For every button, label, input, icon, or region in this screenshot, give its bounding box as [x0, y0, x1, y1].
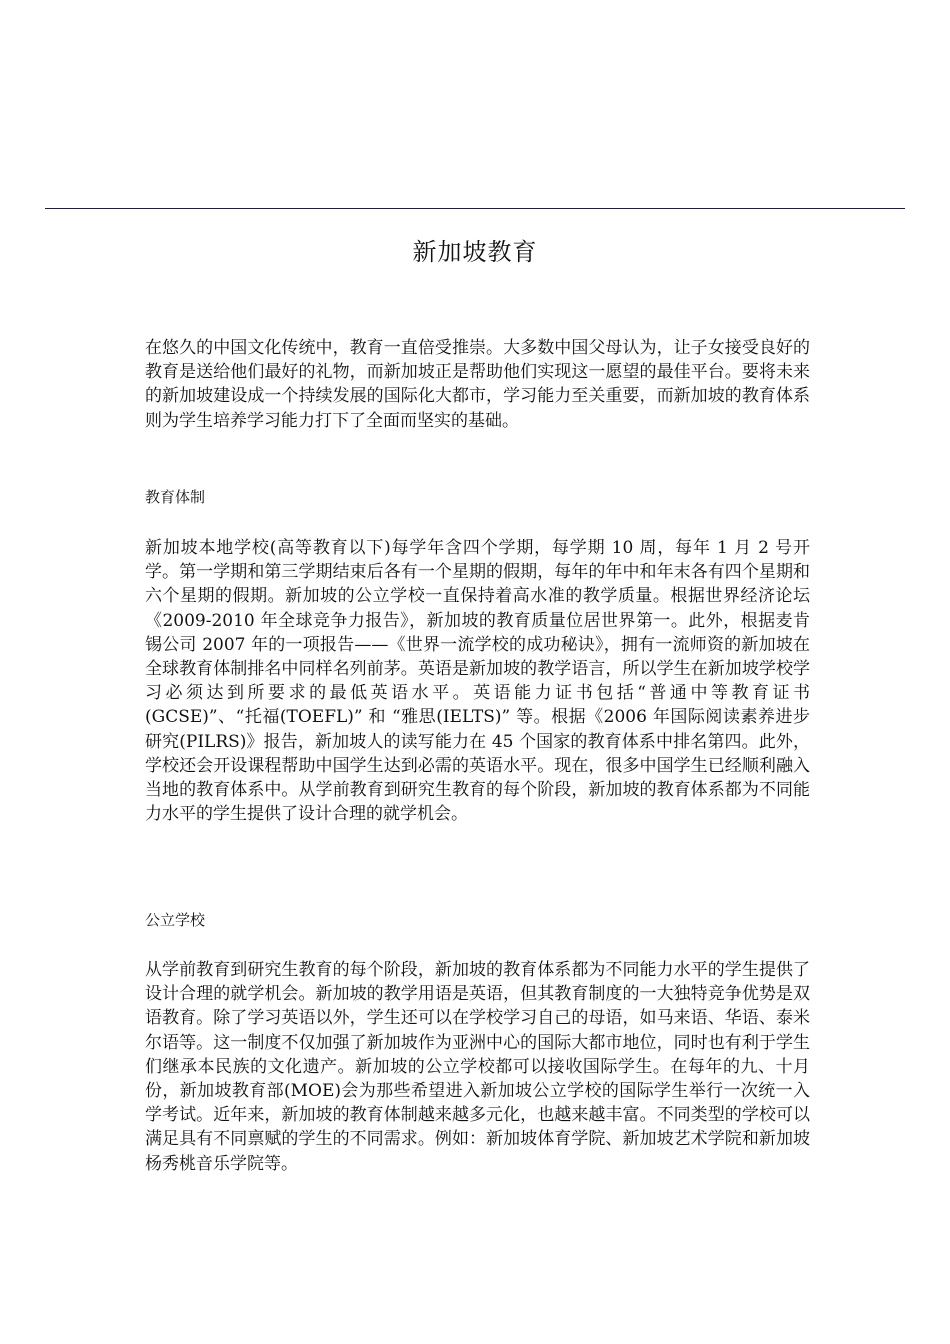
section-body-public-schools: 从学前教育到研究生教育的每个阶段，新加坡的教育体系都为不同能力水平的学生提供了设计合理的就学机会。新加坡的教学用语是英语，但其教育制度的一大独特竞争优势是双语教育。除了学习英语以外，学生还可以在学校学习自己的母语，如马来语、华语、泰米尔语等。这一制度不仅加强了新加坡作为亚洲中心的国际大都市地位，同时也有利于学生们继承本民族的文化遗产。新加坡的公立学校都可以接收国际学生。在每年的九、十月份，新加坡教育部(MOE)会为那些希望进入新加坡公立学校的国际学生举行一次统一入学考试。近年来，新加坡的教育体制越来越多元化，也越来越丰富。不同类型的学校可以满足具有不同禀赋的学生的不同需求。例如：新加坡体育学院、新加坡艺术学院和新加坡杨秀桃音乐学院等。	[145, 960, 810, 1174]
section-heading-public-schools: 公立学校	[145, 911, 206, 929]
intro-paragraph: 在悠久的中国文化传统中，教育一直倍受推崇。大多数中国父母认为，让子女接受良好的教育是送给他们最好的礼物，而新加坡正是帮助他们实现这一愿望的最佳平台。要将未来的新加坡建设成一个持续发展的国际化大都市，学习能力至关重要，而新加坡的教育体系则为学生培养学习能力打下了全面而坚实的基础。	[145, 338, 810, 431]
section-body-education-system: 新加坡本地学校(高等教育以下)每学年含四个学期，每学期 10 周，每年 1 月 2 号开学。第一学期和第三学期结束后各有一个星期的假期，每年的年中和年末各有四个星期和六个星期的假期。新加坡的公立学校一直保持着高水准的教学质量。根据世界经济论坛《2009-2010 年全球竞争力报告》，新加坡的教育质量位居世界第一。此外，根据麦肯锡公司 2007 年的一项报告——《世界一流学校的成功秘诀》，拥有一流师资的新加坡在全球教育体制排名中同样名列前茅。英语是新加坡的教学语言，所以学生在新加坡学校学习必须达到所要求的最低英语水平。英语能力证书包括“普通中等教育证书(GCSE)”、“托福(TOEFL)” 和 “雅思(IELTS)” 等。根据《2006 年国际阅读素养进步研究(PILRS)》报告，新加坡人的读写能力在 45 个国家的教育体系中排名第四。此外，学校还会开设课程帮助中国学生达到必需的英语水平。现在，很多中国学生已经顺利融入当地的教育体系中。从学前教育到研究生教育的每个阶段，新加坡的教育体系都为不同能力水平的学生提供了设计合理的就学机会。	[145, 538, 810, 825]
page-title: 新加坡教育	[412, 238, 538, 266]
section-heading-education-system: 教育体制	[145, 488, 206, 506]
header-rule	[45, 208, 905, 209]
